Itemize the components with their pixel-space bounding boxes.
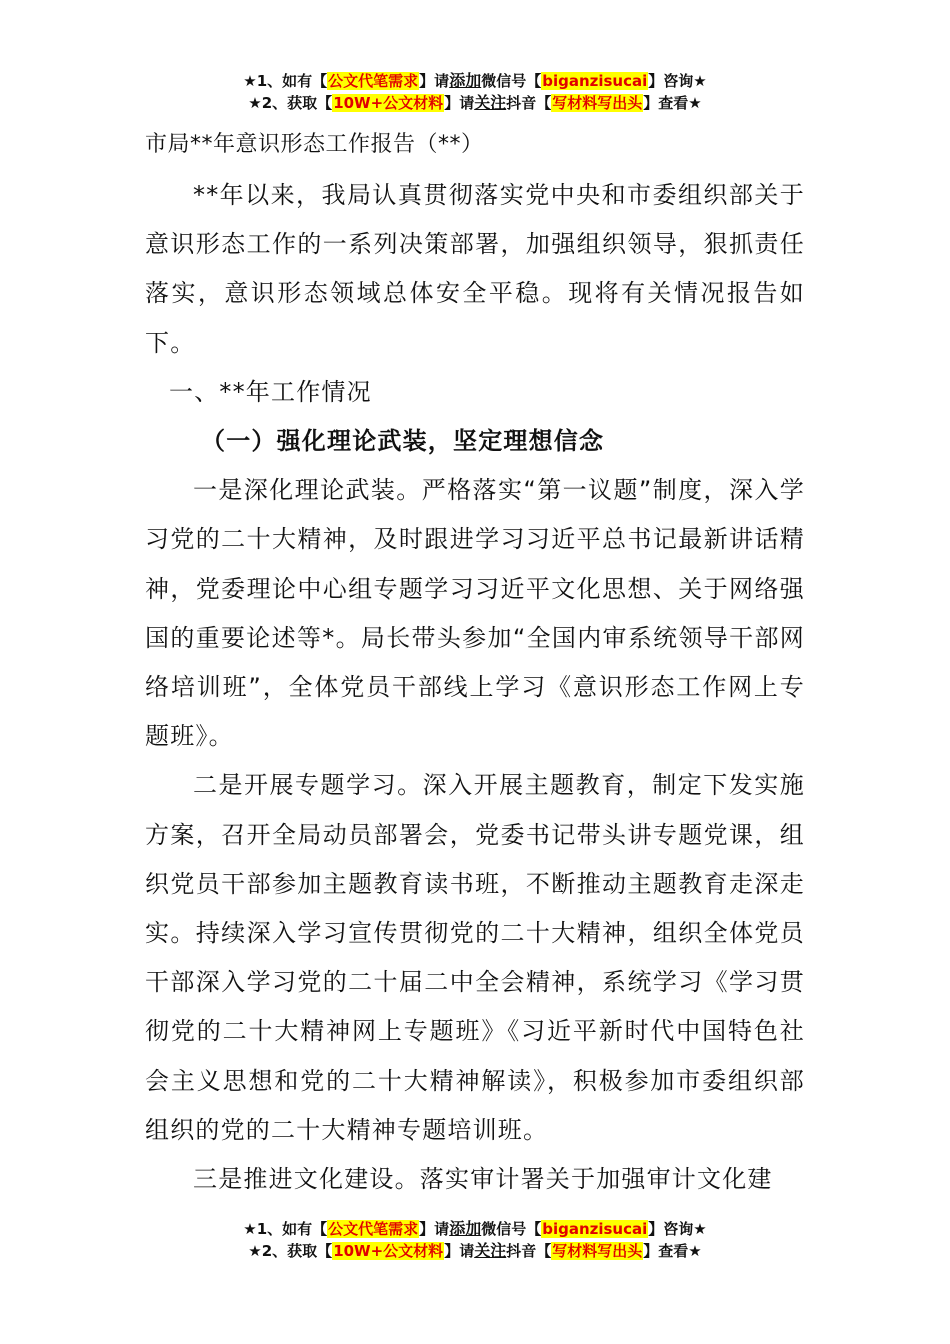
promo-highlight: biganzisucai	[542, 72, 648, 90]
promo-highlight: biganzisucai	[542, 1220, 648, 1238]
promo-highlight: 写材料写出头	[552, 1242, 643, 1260]
promo-line-1: ★1、如有【公文代笔需求】请添加微信号【biganzisucai】咨询★	[243, 1219, 707, 1238]
document-body	[145, 124, 805, 1204]
promo-banner-bottom	[0, 1218, 950, 1262]
promo-banner-top	[0, 70, 950, 114]
promo-highlight: 写材料写出头	[552, 94, 643, 112]
promo-highlight: 10W+公文材料	[333, 1242, 444, 1260]
body-paragraph-1: 一是深化理论武装。严格落实“第一议题”制度，深入学习党的二十大精神，及时跟进学习习近平总书记最新讲话精神，党委理论中心组专题学习习近平文化思想、关于网络强国的重要论述等*。局长带头参加“全国内审系统领导干部网络培训班”，全体党员干部线上学习《意识形态工作网上专题班》。	[145, 476, 805, 751]
body-paragraph-3: 三是推进文化建设。落实审计署关于加强审计文化建	[193, 1165, 773, 1194]
section-heading: 一、**年工作情况	[169, 377, 372, 406]
subsection-heading: （一）强化理论武装，坚定理想信念	[201, 427, 605, 456]
promo-highlight: 公文代笔需求	[328, 72, 419, 90]
document-title: 市局**年意识形态工作报告（**）	[145, 132, 484, 157]
promo-line-2: ★2、获取【10W+公文材料】请关注抖音【写材料写出头】查看★	[248, 1241, 702, 1260]
promo-line-2: ★2、获取【10W+公文材料】请关注抖音【写材料写出头】查看★	[248, 93, 702, 112]
promo-line-1: ★1、如有【公文代笔需求】请添加微信号【biganzisucai】咨询★	[243, 71, 707, 90]
promo-highlight: 公文代笔需求	[328, 1220, 419, 1238]
intro-paragraph: **年以来，我局认真贯彻落实党中央和市委组织部关于意识形态工作的一系列决策部署，加强组织领导，狠抓责任落实，意识形态领域总体安全平稳。现将有关情况报告如下。	[145, 181, 805, 357]
body-paragraph-2: 二是开展专题学习。深入开展主题教育，制定下发实施方案，召开全局动员部署会，党委书记带头讲专题党课，组织党员干部参加主题教育读书班，不断推动主题教育走深走实。持续深入学习宣传贯彻党的二十大精神，组织全体党员干部深入学习党的二十届二中全会精神，系统学习《学习贯彻党的二十大精神网上专题班》《习近平新时代中国特色社会主义思想和党的二十大精神解读》，积极参加市委组织部组织的党的二十大精神专题培训班。	[145, 771, 805, 1144]
promo-highlight: 10W+公文材料	[333, 94, 444, 112]
